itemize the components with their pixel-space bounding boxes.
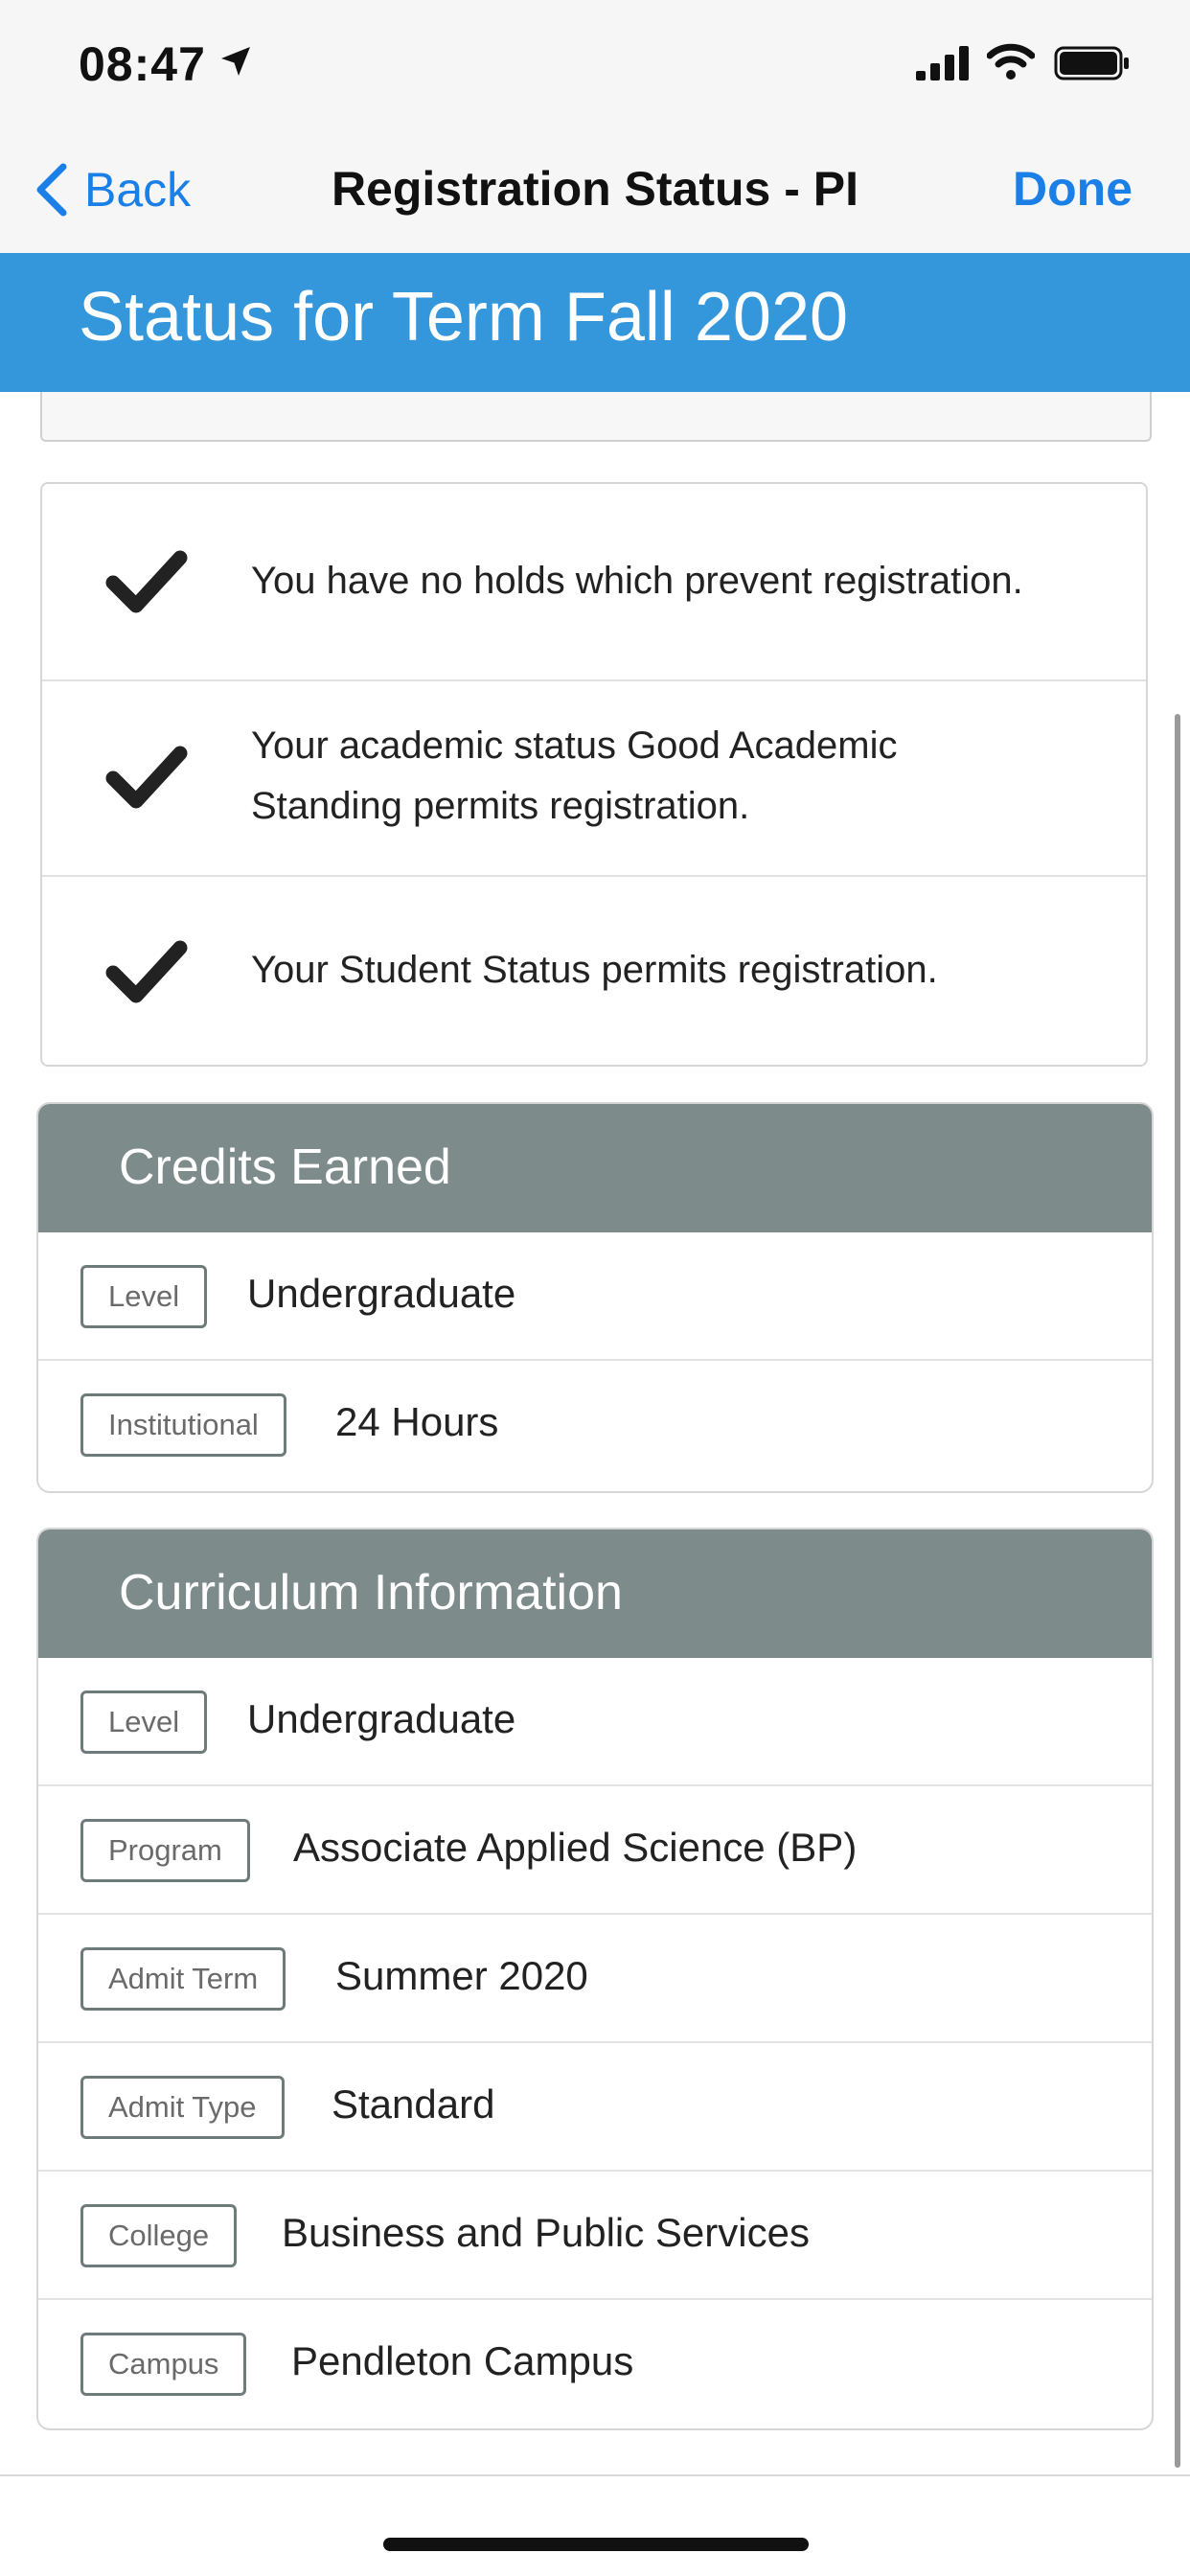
- detail-row: [38, 2300, 1152, 2428]
- field-value: Pendleton Campus: [291, 2338, 634, 2383]
- battery-icon: [1054, 46, 1131, 80]
- field-tag: Institutional: [80, 1393, 286, 1457]
- cellular-signal-icon: [916, 46, 970, 80]
- detail-row: [38, 1915, 1152, 2043]
- check-text: [251, 716, 897, 837]
- field-value: Undergraduate: [247, 1696, 516, 1741]
- status-time: 08:47: [79, 37, 206, 91]
- checkmark-icon: [105, 548, 188, 615]
- field-value: Standard: [332, 2082, 495, 2127]
- back-label: Back: [84, 163, 192, 217]
- detail-row: [38, 1658, 1152, 1786]
- field-tag: Admit Term: [80, 1947, 286, 2011]
- field-tag: Admit Type: [80, 2076, 285, 2139]
- term-header-title: Status for Term Fall 2020: [79, 279, 849, 356]
- vertical-scrollbar[interactable]: [1175, 714, 1180, 2468]
- field-tag: Level: [80, 1690, 207, 1754]
- detail-row: [38, 2043, 1152, 2172]
- credits-earned-card: [36, 1102, 1154, 1493]
- check-text-line: Your academic status Good Academic: [251, 724, 898, 767]
- field-value: Associate Applied Science (BP): [293, 1825, 858, 1870]
- section-header: [38, 1104, 1152, 1232]
- section-title: Curriculum Information: [119, 1565, 623, 1621]
- section-header: [38, 1530, 1152, 1658]
- field-tag: Program: [80, 1819, 250, 1882]
- checkmark-icon: [105, 744, 188, 811]
- detail-row: [38, 1232, 1152, 1361]
- chevron-left-icon: [33, 161, 71, 218]
- field-value: 24 Hours: [335, 1399, 499, 1444]
- location-arrow-icon: [218, 44, 253, 79]
- previous-card-edge: [40, 392, 1152, 442]
- field-value: Summer 2020: [335, 1953, 588, 1998]
- check-text: Your Student Status permits registration.: [251, 949, 938, 991]
- check-text-line: Standing permits registration.: [251, 785, 750, 827]
- checkmark-icon: [105, 938, 188, 1005]
- page-title: Registration Status - PI: [331, 162, 859, 216]
- check-item: [42, 875, 1146, 1067]
- bottom-divider: [0, 2474, 1190, 2476]
- detail-row: [38, 1786, 1152, 1915]
- field-tag: Campus: [80, 2333, 246, 2396]
- field-tag: College: [80, 2204, 237, 2267]
- check-text: You have no holds which prevent registration.: [251, 560, 1023, 602]
- wifi-icon: [987, 42, 1035, 80]
- field-tag: Level: [80, 1265, 207, 1328]
- detail-row: [38, 2172, 1152, 2300]
- check-item: [42, 679, 1146, 877]
- term-header: [0, 253, 1190, 392]
- registration-checks-card: [40, 482, 1148, 1067]
- section-title: Credits Earned: [119, 1139, 451, 1195]
- curriculum-information-card: [36, 1528, 1154, 2430]
- check-item: [42, 484, 1146, 681]
- detail-row: [38, 1361, 1152, 1489]
- field-value: Undergraduate: [247, 1271, 516, 1316]
- home-indicator[interactable]: [383, 2538, 809, 2551]
- field-value: Business and Public Services: [282, 2210, 810, 2255]
- back-button[interactable]: [33, 161, 191, 218]
- done-button[interactable]: Done: [1013, 162, 1133, 216]
- status-bar: [0, 0, 1190, 134]
